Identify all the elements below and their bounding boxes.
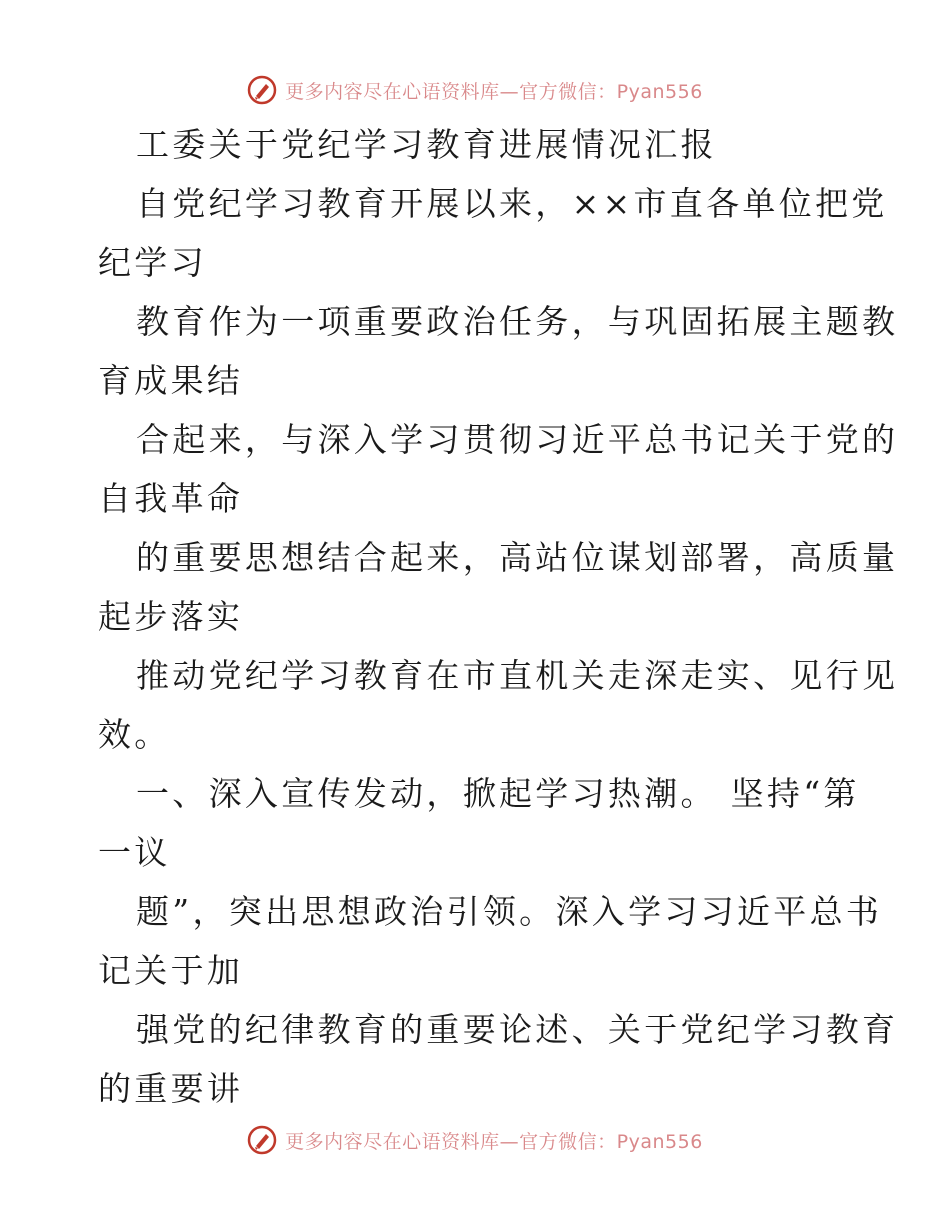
pen-logo-icon (247, 75, 277, 105)
section-heading-line: 一、深入宣传发动，掀起学习热潮。 坚持“第 (136, 774, 860, 813)
text-line: 强党的纪律教育的重要论述、关于党纪学习教育 (136, 1010, 899, 1049)
text-line: 教育作为一项重要政治任务，与巩固拓展主题教 (136, 302, 899, 341)
text-line: 自党纪学习教育开展以来，××市直各单位把党 (136, 184, 888, 223)
text-line: 起步落实 (98, 597, 244, 636)
text-line: 一议 (98, 833, 171, 872)
text-line: 题”，突出思想政治引领。深入学习习近平总书 (136, 892, 883, 931)
watermark-text: 更多内容尽在心语资料库—官方微信：Pyan556 (285, 1130, 703, 1153)
pen-logo-icon (247, 1125, 277, 1155)
text-line: 的重要思想结合起来，高站位谋划部署，高质量 (136, 538, 899, 577)
watermark-top (0, 70, 950, 110)
document-title: 工委关于党纪学习教育进展情况汇报 (136, 125, 717, 164)
text-line: 自我革命 (98, 479, 244, 518)
text-line: 合起来，与深入学习贯彻习近平总书记关于党的 (136, 420, 899, 459)
text-line: 效。 (98, 715, 171, 754)
text-line: 记关于加 (98, 951, 244, 990)
watermark-bottom (0, 1120, 950, 1160)
text-line: 育成果结 (98, 361, 244, 400)
text-line: 推动党纪学习教育在市直机关走深走实、见行见 (136, 656, 899, 695)
watermark-text: 更多内容尽在心语资料库—官方微信：Pyan556 (285, 80, 703, 103)
text-line: 的重要讲 (98, 1069, 244, 1108)
text-line: 纪学习 (98, 243, 207, 282)
